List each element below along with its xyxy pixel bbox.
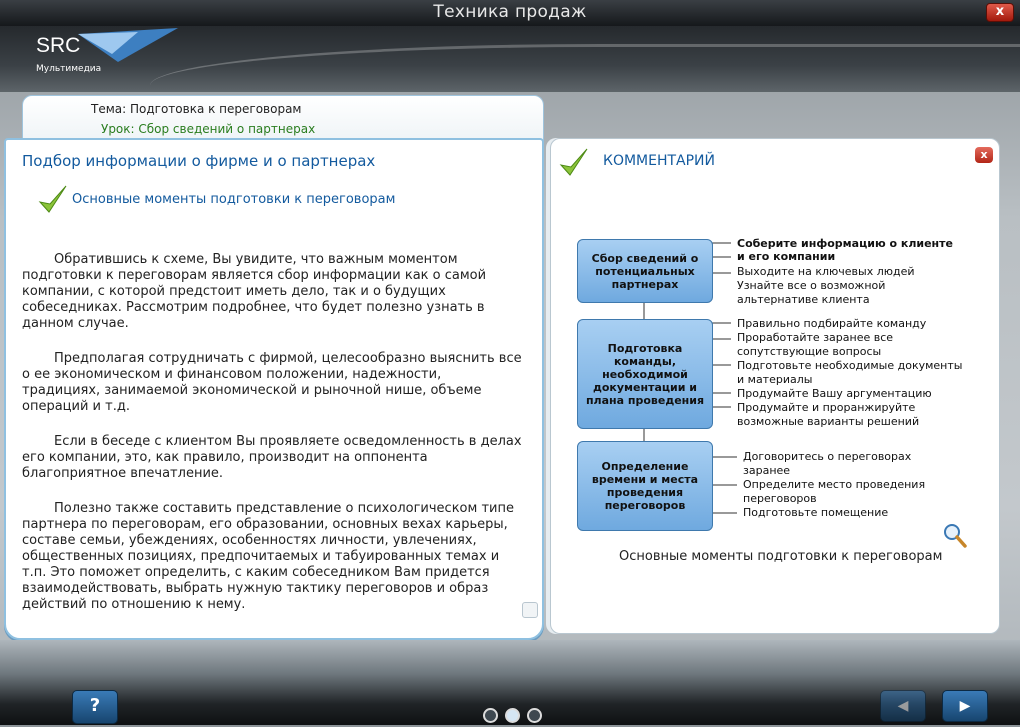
- diagram-note: Договоритесь о переговорах: [743, 450, 912, 463]
- diagram-note: Правильно подбирайте команду: [737, 317, 927, 330]
- page-dot[interactable]: [483, 708, 498, 723]
- diagram-note: сопутствующие вопросы: [737, 345, 882, 358]
- diagram-caption: Основные моменты подготовки к переговорам: [619, 549, 943, 564]
- theme-label: Тема: Подготовка к переговорам: [91, 102, 302, 116]
- diagram-note: Подготовьте необходимые документы: [737, 359, 963, 372]
- paragraph: Если в беседе с клиентом Вы проявляете осведомленность в делах его компании, это, как правило, производит на оппонента благоприятное впечатление.: [22, 434, 522, 481]
- scroll-handle[interactable]: [522, 602, 538, 618]
- diagram-note: Продумайте и проранжируйте: [737, 401, 916, 414]
- section-subtitle: Основные моменты подготовки к переговорам: [72, 192, 396, 207]
- diagram-note: Выходите на ключевых людей: [737, 265, 915, 278]
- next-button[interactable]: ▶: [942, 690, 988, 722]
- comment-panel: [550, 138, 1000, 634]
- check-icon: [38, 184, 68, 216]
- logo-wing-icon: [78, 28, 178, 68]
- diagram-note: возможные варианты решений: [737, 415, 920, 428]
- diagram-note: и материалы: [737, 373, 813, 386]
- diagram-note: Проработайте заранее все: [737, 331, 894, 344]
- diagram-note: Подготовьте помещение: [743, 506, 889, 519]
- diagram-note: заранее: [743, 464, 791, 477]
- paragraph: Обратившись к схеме, Вы увидите, что важным моментом подготовки к переговорам является сбор информации как о самой компании, с которой предстоит иметь дело, так и о будущих собеседниках. Рассмотрим подробнее, что будет полезно узнать в данном случае.: [22, 252, 487, 331]
- content-panel: [4, 138, 544, 640]
- page-indicator: [483, 708, 544, 727]
- comment-title: КОММЕНТАРИЙ: [603, 153, 716, 169]
- lesson-label: Урок: Сбор сведений о партнерах: [101, 122, 316, 136]
- diagram-note: и его компании: [737, 250, 836, 263]
- diagram-note: переговоров: [743, 492, 817, 505]
- window-title: Техника продаж: [433, 2, 587, 22]
- paragraph: Предполагая сотрудничать с фирмой, целесообразно выяснить все о ее экономическом и финансовом положении, надежности, традициях, занимаемой экономической и рыночной нише, объеме операций и т.д.: [22, 351, 522, 414]
- title-bar: [0, 0, 1020, 26]
- close-window-button[interactable]: x: [986, 3, 1014, 22]
- page-title: Подбор информации о фирме и о партнерах: [22, 152, 376, 170]
- magnifier-icon[interactable]: [943, 523, 967, 549]
- close-comment-button[interactable]: x: [975, 147, 993, 163]
- diagram-note: Соберите информацию о клиенте: [737, 237, 953, 250]
- page-dot[interactable]: [527, 708, 542, 723]
- paragraph: Полезно также составить представление о психологическом типе партнера по переговорам, его образовании, основных вехах карьеры, составе семьи, убеждениях, особенностях личности, увлечениях, общественных позициях, предпочитаемых и табуированных темах и т.п. Это поможет определить, с каким собеседником Вам придется взаимодействовать, выбрать нужную тактику переговоров и образ действий по отношению к нему.: [22, 501, 514, 612]
- page-dot-active[interactable]: [505, 708, 520, 723]
- diagram-note: альтернативе клиента: [737, 293, 870, 306]
- logo-text: SRC: [36, 34, 81, 57]
- diagram-box-prepare: Подготовка команды, необходимой документации и плана проведения: [577, 319, 713, 429]
- logo-subtitle: Мультимедиа: [36, 64, 102, 74]
- diagram-box-schedule: Определение времени и места проведения переговоров: [577, 441, 713, 531]
- diagram-box-collect: Сбор сведений о потенциальных партнерах: [577, 239, 713, 303]
- diagram-note: Узнайте все о возможной: [737, 279, 886, 292]
- help-button[interactable]: ?: [72, 690, 118, 724]
- body-text: [22, 252, 522, 632]
- prev-button[interactable]: ◀: [880, 690, 926, 722]
- diagram-note: Определите место проведения: [743, 478, 926, 491]
- diagram-note: Продумайте Вашу аргументацию: [737, 387, 932, 400]
